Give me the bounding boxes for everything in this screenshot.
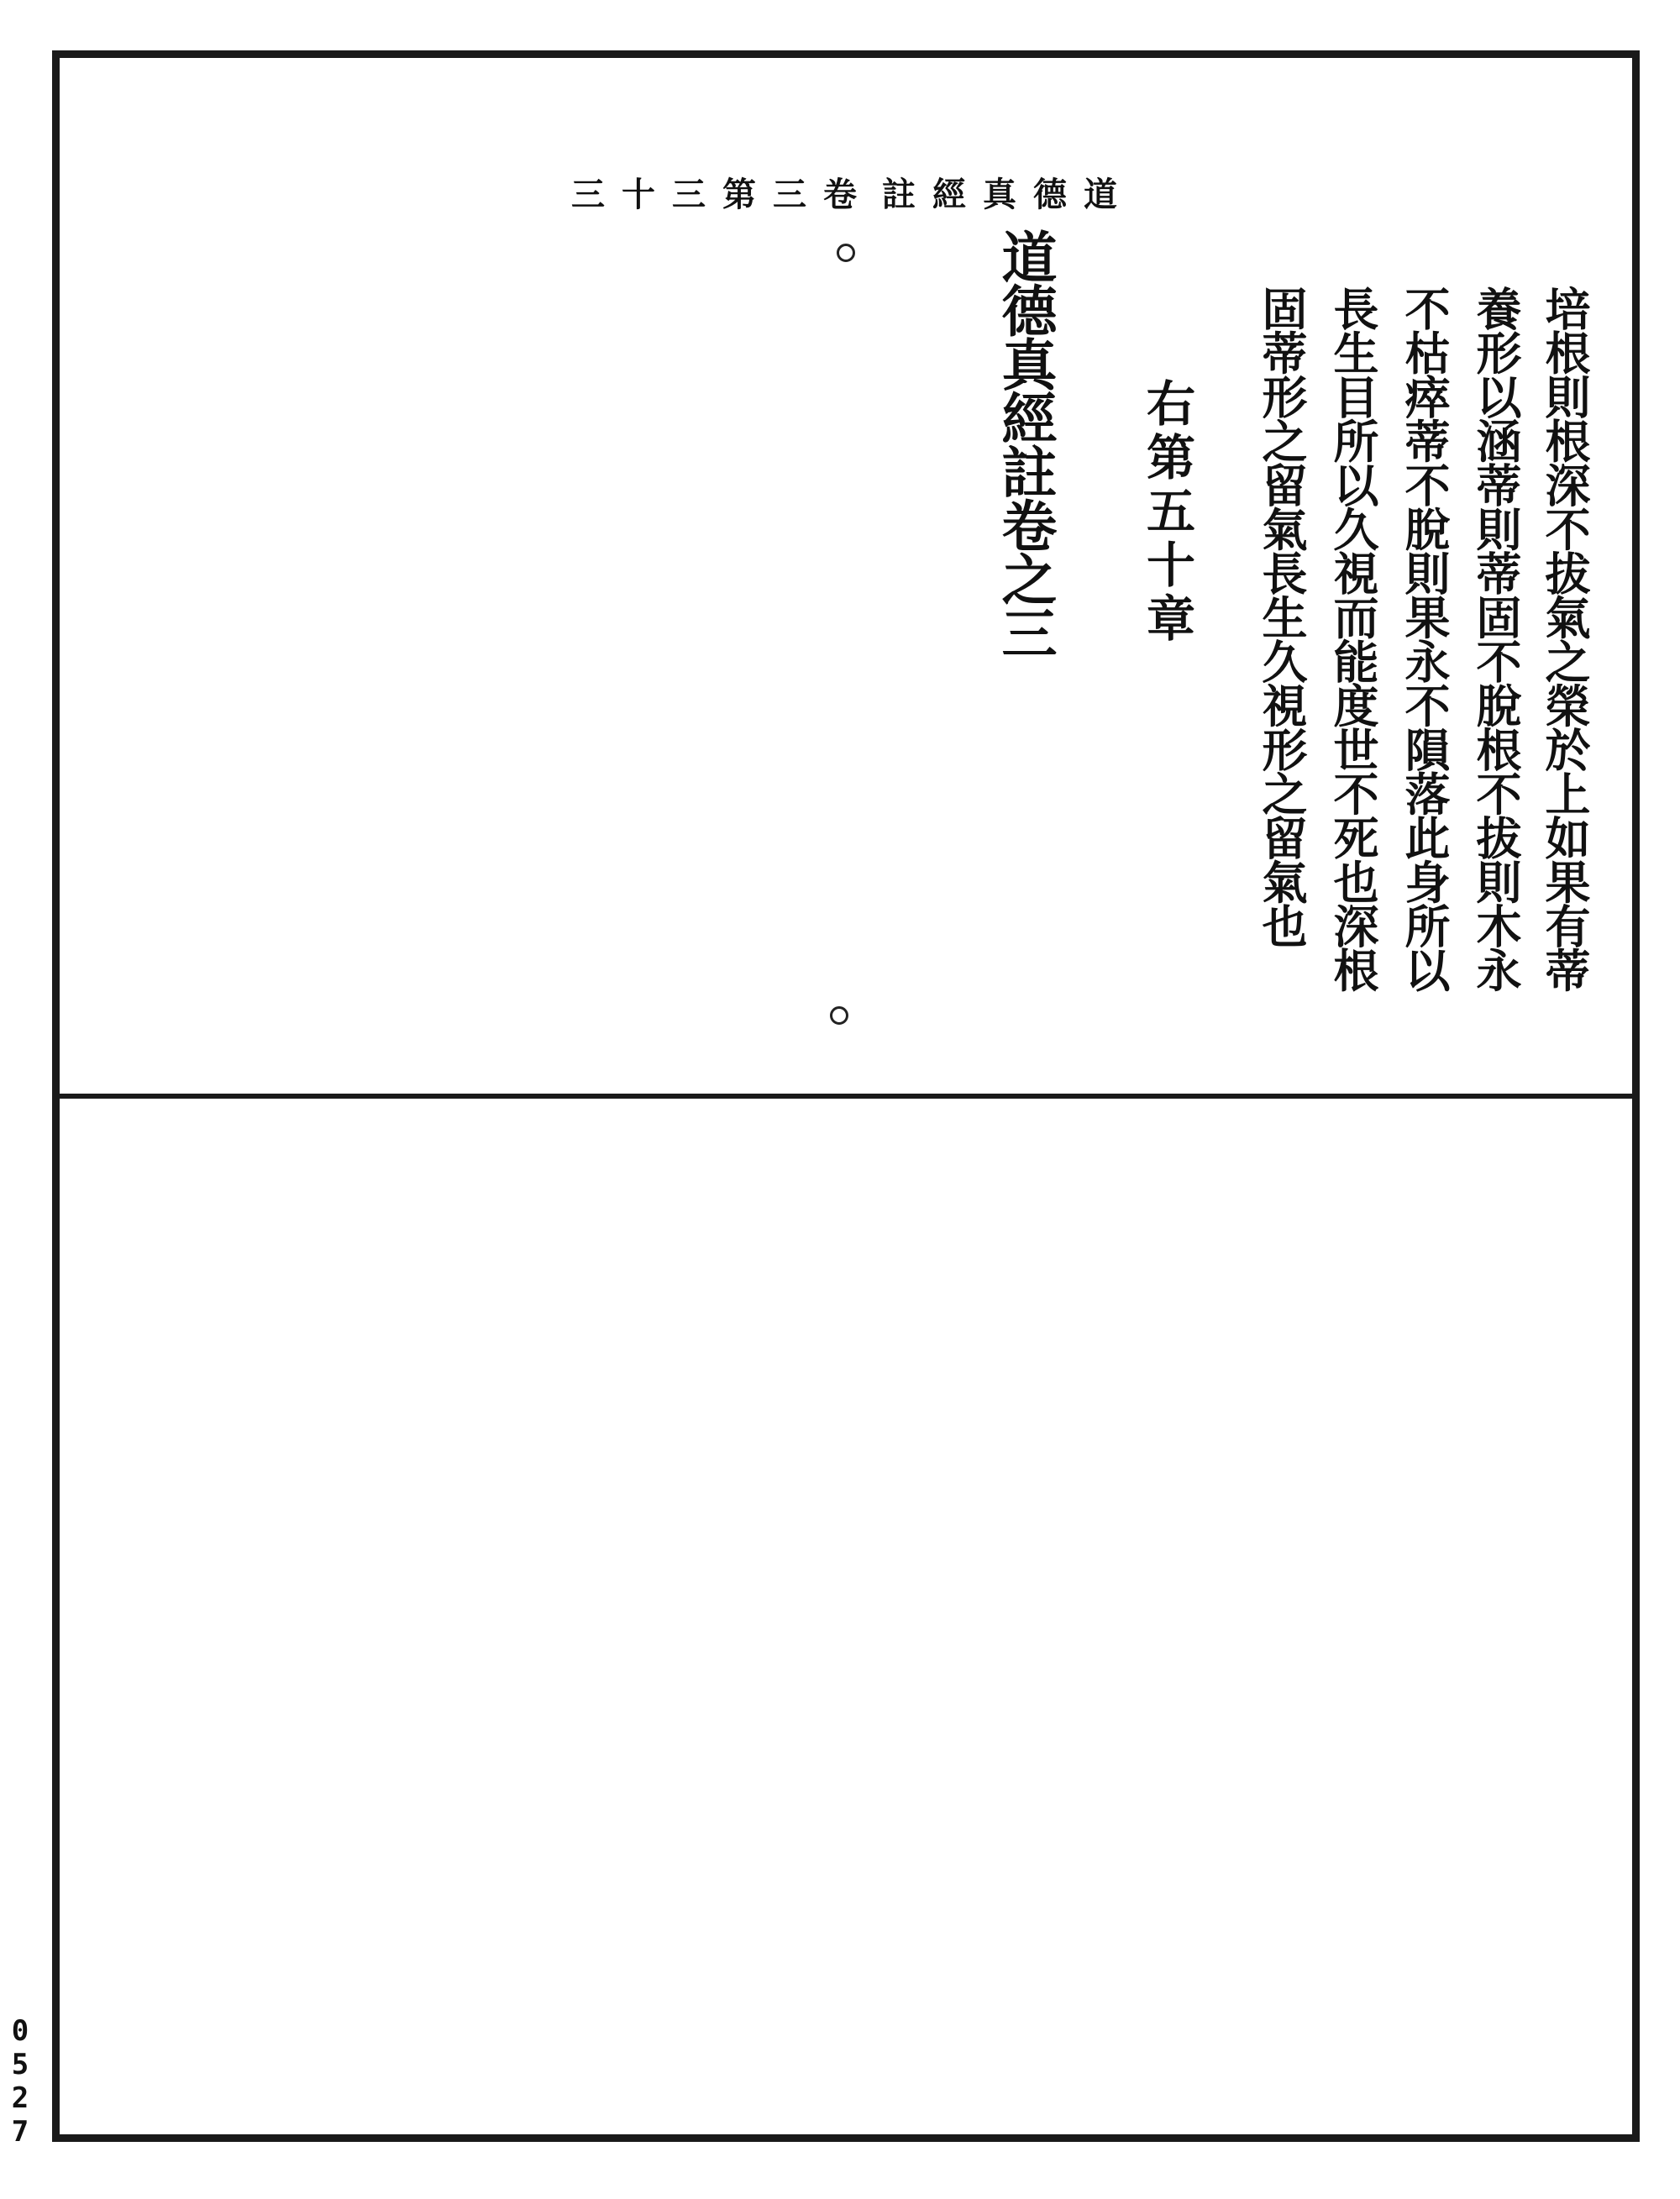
commentary-column-3: 不枯瘁蒂不脫則果永不隕落此身所以	[1398, 286, 1452, 991]
volume-end-title: 道德真經註卷之三	[992, 228, 1058, 659]
page-divider	[52, 1094, 1640, 1099]
commentary-column-1: 培根則根深不拔氣之榮於上如果有蒂	[1538, 286, 1592, 991]
page-number: 0527	[11, 2014, 29, 2149]
commentary-column-2: 養形以涵蒂則蒂固不脫根不拔則木永	[1469, 286, 1523, 991]
header-title: 道德真經註	[882, 175, 1134, 214]
binding-hole-bottom	[830, 1006, 848, 1025]
header-volume: 卷三第三十三	[571, 175, 874, 214]
commentary-column-5: 固蒂形之留氣長生久視形之留氣也	[1255, 286, 1309, 947]
binding-hole-top	[837, 244, 855, 262]
commentary-column-4: 長生目所以久視而能度世不死也深根	[1326, 286, 1380, 991]
chapter-end-label: 右第五十章	[1138, 378, 1195, 647]
